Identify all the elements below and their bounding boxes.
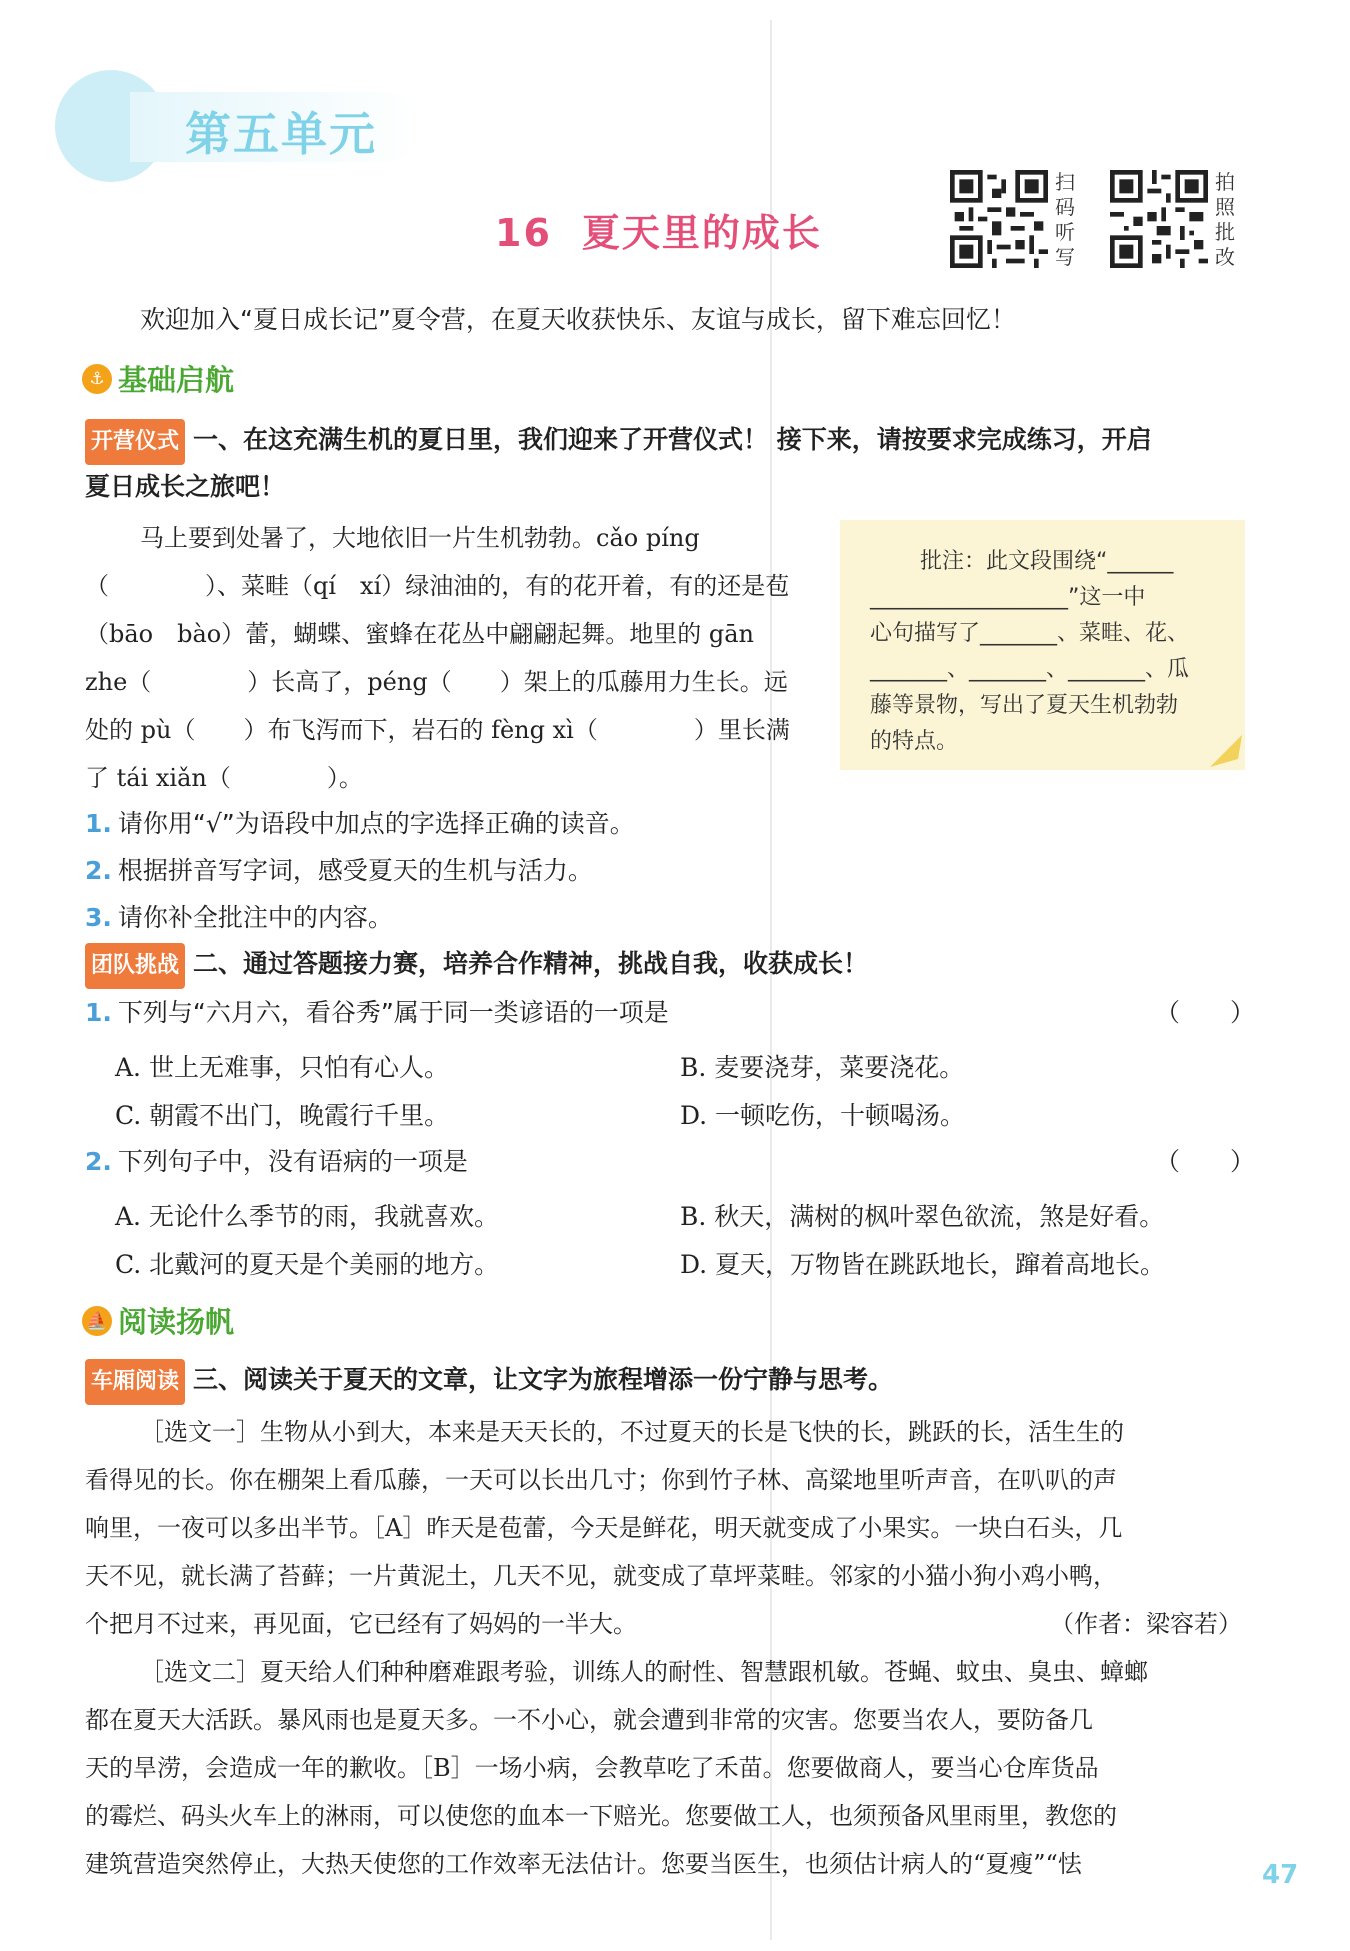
- section-header-basics: [82, 358, 234, 399]
- page-curl-icon: [1210, 735, 1242, 767]
- section-header-reading: [82, 1300, 234, 1341]
- note-line: 藤等景物，写出了夏天生机勃勃: [870, 693, 1179, 718]
- qr-icon: [950, 170, 1048, 268]
- question-1-heading-line2: 夏日成长之旅吧！: [85, 472, 286, 501]
- qr-code-grading[interactable]: [1110, 170, 1208, 268]
- reading-line: ［选文一］生物从小到大，本来是天天长的，不过夏天的长是飞快的长，跳跃的长，活生生的: [140, 1418, 1124, 1446]
- reading-line: 看得见的长。你在棚架上看瓜藤，一天可以长出几寸；你到竹子林、高粱地里听声音，在叭叭的声: [85, 1466, 1117, 1494]
- lesson-title: [495, 202, 822, 257]
- note-line: 批注：此文段围绕“______: [920, 549, 1174, 574]
- passage-line: （ ）、菜畦（qí xí）绿油油的，有的花开着，有的还是苞: [85, 572, 790, 600]
- qr-label-dictation: 扫码听写: [1055, 170, 1075, 269]
- tag-badge: 车厢阅读: [85, 1359, 185, 1405]
- choice-question-2: 2. 下列句子中，没有语病的一项是: [85, 1147, 468, 1176]
- passage-line: 了 tái xiǎn（ ）。: [85, 764, 363, 792]
- lesson-number: 16: [495, 211, 552, 255]
- reading-line: 都在夏天大活跃。暴风雨也是夏天多。一不小心，就会遭到非常的灾害。您要当农人，要防备几: [85, 1706, 1093, 1734]
- annotation-note: [840, 520, 1245, 770]
- answer-paren[interactable]: （ ）: [1155, 1147, 1256, 1176]
- reading-line: 建筑营造突然停止，大热天使您的工作效率无法估计。您要当医生，也须估计病人的“夏瘦”“怯: [85, 1850, 1082, 1878]
- passage-line: zhe（ ）长高了，péng（ ）架上的瓜藤用力生长。远: [85, 668, 788, 696]
- note-line: _______、_______、_______、瓜: [870, 657, 1190, 682]
- question-1-heading-line1: 一、在这充满生机的夏日里，我们迎来了开营仪式！ 接下来，请按要求完成练习，开启: [193, 425, 1152, 454]
- passage-line: 处的 pù（ ）布飞泻而下，岩石的 fèng xì（ ）里长满: [85, 716, 790, 744]
- option-c[interactable]: C. 北戴河的夏天是个美丽的地方。: [115, 1250, 500, 1279]
- reading-line: 天的旱涝，会造成一年的歉收。［B］一场小病，会教草吃了禾苗。您要做商人，要当心仓库货品: [85, 1754, 1099, 1782]
- note-line: __________________”这一中: [870, 585, 1146, 610]
- question-2-heading: 团队挑战 二、通过答题接力赛，培养合作精神，挑战自我，收获成长！: [85, 942, 1245, 989]
- note-line: 的特点。: [870, 729, 959, 754]
- section-title: 阅读扬帆: [118, 1305, 235, 1339]
- reading-line: 的霉烂、码头火车上的淋雨，可以使您的血本一下赔光。您要做工人，也须预备风里雨里，教您的: [85, 1802, 1117, 1830]
- qr-icon: [1110, 170, 1208, 268]
- tag-badge: 团队挑战: [85, 943, 185, 989]
- reading-line: ［选文二］夏天给人们种种磨难跟考验，训练人的耐性、智慧跟机敏。苍蝇、蚊虫、臭虫、蟑螂: [140, 1658, 1148, 1686]
- qr-code-dictation[interactable]: [950, 170, 1048, 268]
- reading-line: 天不见，就长满了苔藓；一片黄泥土，几天不见，就变成了草坪菜畦。邻家的小猫小狗小鸡小鸭，: [85, 1562, 1117, 1590]
- anchor-icon: ⚓: [82, 364, 112, 394]
- passage-line: （bāo bào）蕾，蝴蝶、蜜蜂在花丛中翩翩起舞。地里的 gān: [85, 620, 754, 648]
- qr-label-grading: 拍照批改: [1215, 170, 1235, 269]
- tag-badge: 开营仪式: [85, 419, 185, 465]
- option-d[interactable]: D. 一顿吃伤，十顿喝汤。: [680, 1101, 966, 1130]
- author-credit: （作者：梁容若）: [1050, 1610, 1242, 1638]
- option-a[interactable]: A. 无论什么季节的雨，我就喜欢。: [115, 1202, 499, 1231]
- task-item: 3. 请你补全批注中的内容。: [85, 903, 393, 932]
- lesson-name: 夏天里的成长: [581, 211, 822, 255]
- reading-line: 响里，一夜可以多出半节。［A］昨天是苞蕾，今天是鲜花，明天就变成了小果实。一块白石头，几: [85, 1514, 1123, 1542]
- option-a[interactable]: A. 世上无难事，只怕有心人。: [115, 1053, 449, 1082]
- option-d[interactable]: D. 夏天，万物皆在跳跃地长，蹿着高地长。: [680, 1250, 1166, 1279]
- section-title: 基础启航: [118, 363, 235, 397]
- question-1-heading: [85, 418, 1245, 509]
- task-item: 2. 根据拼音写字词，感受夏天的生机与活力。: [85, 856, 593, 885]
- option-b[interactable]: B. 麦要浇芽，菜要浇花。: [680, 1053, 965, 1082]
- option-b[interactable]: B. 秋天，满树的枫叶翠色欲流，煞是好看。: [680, 1202, 1165, 1231]
- passage-line: 马上要到处暑了，大地依旧一片生机勃勃。cǎo píng: [140, 524, 700, 552]
- question-3-heading: 车厢阅读 三、阅读关于夏天的文章，让文字为旅程增添一份宁静与思考。: [85, 1358, 1245, 1405]
- page-number: 47: [1262, 1860, 1299, 1890]
- unit-title: 第五单元: [185, 107, 377, 161]
- note-line: 心句描写了_______、菜畦、花、: [870, 621, 1190, 646]
- intro-text: 欢迎加入“夏日成长记”夏令营，在夏天收获快乐、友谊与成长，留下难忘回忆！: [140, 305, 1016, 334]
- answer-paren[interactable]: （ ）: [1155, 998, 1256, 1027]
- option-c[interactable]: C. 朝霞不出门，晚霞行千里。: [115, 1101, 450, 1130]
- reading-line: 个把月不过来，再见面，它已经有了妈妈的一半大。: [85, 1610, 637, 1638]
- choice-question-1: 1. 下列与“六月六，看谷秀”属于同一类谚语的一项是: [85, 998, 669, 1027]
- task-item: 1. 请你用“√”为语段中加点的字选择正确的读音。: [85, 809, 635, 838]
- sail-icon: ⛵: [82, 1306, 112, 1336]
